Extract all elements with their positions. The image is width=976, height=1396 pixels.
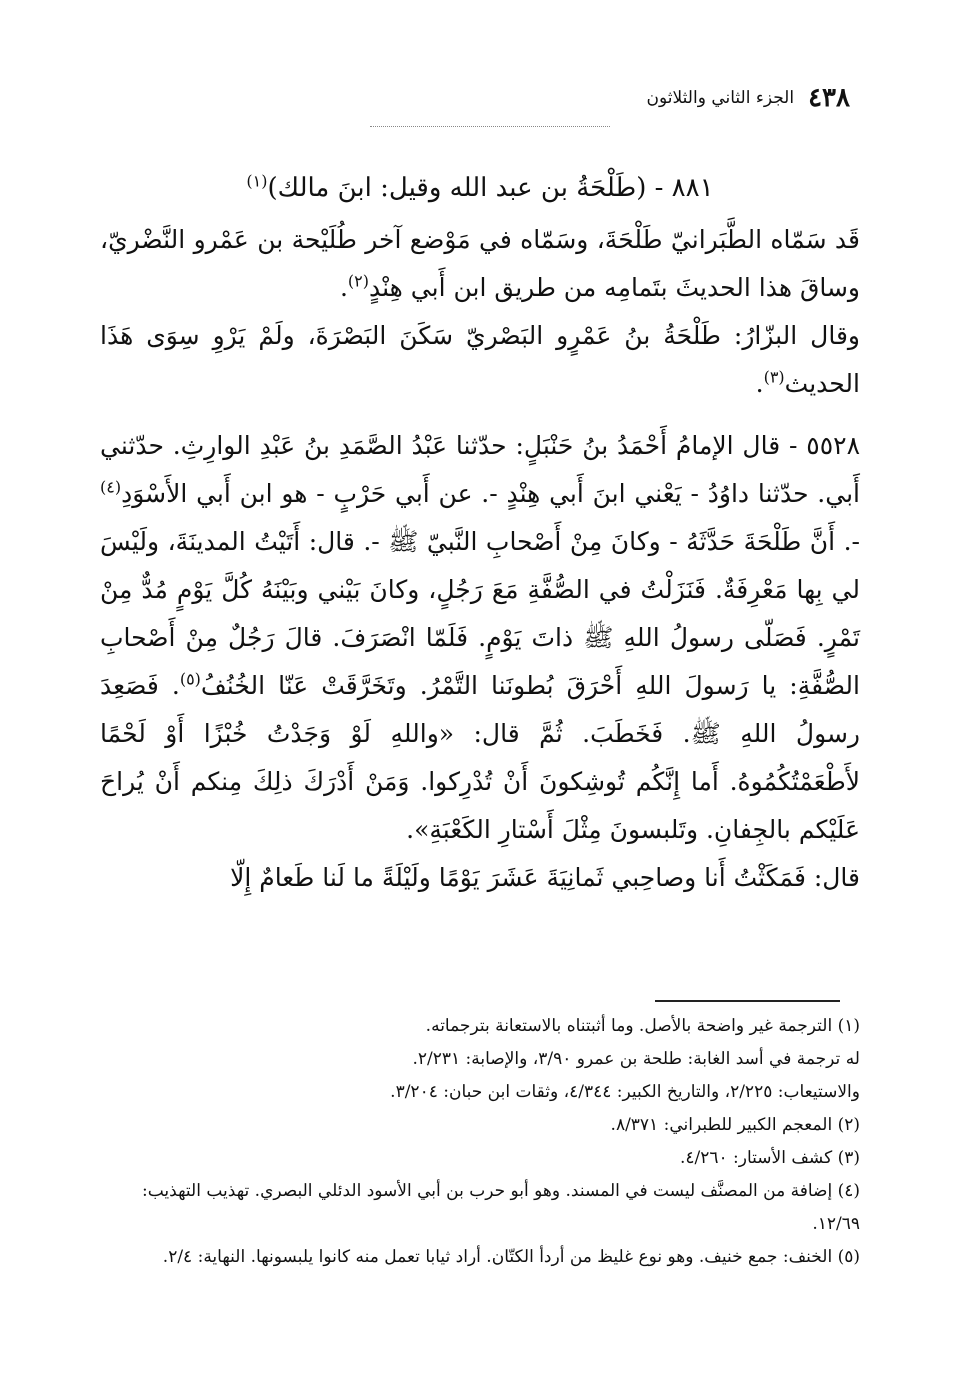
hadith-text-2: . فَصَعِدَ رسولُ اللهِ ﷺ. فَخَطَبَ. ثُمَّ قال: «واللهِ لَوْ وَجَدْتُ خُبْزًا أَوْ لَحْمًا لأَطْعَمْتُكُمُوهُ. أَما إِنَّكُم تُوشِكونَ أَنْ تُدْرِكوا. وَمَنْ أَدْرَكَ ذلِكَ مِنكم أَنْ يُراحَ عَلَيْكم بالجِفانِ. وتَلبسونَ مِثْلَ أَسْتارِ الكَعْبَةِ». xyxy=(100,671,860,844)
entry-heading xyxy=(100,160,860,216)
hadith-text-1: -. أَنَّ طَلْحَةَ حَدَّثَهُ - وكانَ مِنْ أَصْحابِ النَّبيّ ﷺ -. قال: أَتَيْتُ المدينَةَ، ولَيْسَ لي بِها مَعْرِفَةٌ. فَنَزَلْتُ في الصُّفَّةِ مَعَ رَجُلٍ، وكانَ بَيْني وبَيْنَهُ كُلَّ يَوْمٍ مُدٌّ مِنْ تَمْرٍ. فَصَلّى رسولُ اللهِ ﷺ ذاتَ يَوْمٍ. فَلَمّا انْصَرَفَ. قالَ رَجُلٌ مِنْ أَصْحابِ الصُّفَّةِ: يا رَسولَ اللهِ أَحْرَقَ بُطونَنا التَّمْرُ. وتَخَرَّقَتْ عَنّا الخُنُفُ xyxy=(100,527,860,700)
paragraph-1-end: . xyxy=(339,273,348,302)
paragraph-1 xyxy=(100,216,860,312)
header-divider xyxy=(370,126,610,127)
footnote-line: (٥) الخنف: جمع خنيف. وهو نوع غليظ من أردأ الكتّان. أراد ثيابا تعمل منه كانوا يلبسونها. النهاية: ٢/٤. xyxy=(162,1247,860,1267)
footnote-line: (٣) كشف الأستار: ٤/٢٦٠. xyxy=(679,1148,860,1168)
footnote-line: والاستيعاب: ٢/٢٢٥، والتاريخ الكبير: ٤/٣٤٤، وثقات ابن حبان: ٣/٢٠٤. xyxy=(390,1082,860,1102)
hadith-isnad: ٥٥٢٨ - قال الإمامُ أَحْمَدُ بنُ حَنْبَلٍ: حدّثنا عَبْدُ الصَّمَدِ بنُ عَبْدِ الوارِثِ. حدّثني أَبي. حدّثنا داوُدُ - يَعْني ابنَ أَبي هِنْدٍ -. عن أَبي حَرْبٍ - هو ابن أَبي الأَسْوَدِ xyxy=(100,431,860,508)
footnote-line: (٤) إضافة من المصنَّف ليست في المسند. وهو أبو حرب بن أبي الأسود الدئلي البصري. تهذيب التهذيب: ١٢/٦٩. xyxy=(142,1181,860,1234)
paragraph-1-text: قَد سَمّاه الطَّبَرانيّ طَلْحَةَ، وسَمّاه في مَوْضع آخر طُلَيْحة بن عَمْرو النَّضْريّ، وساقَ هذا الحديثَ بتَمامِه من طريق ابن أَبي هِنْدٍ xyxy=(100,225,860,302)
paragraph-2-text: وقال البزّارُ: طَلْحَةُ بنُ عَمْرٍو البَصْريّ سَكَنَ البَصْرَةَ، ولَمْ يَرْوِ سِوَى هَذَا الحديث xyxy=(100,321,860,398)
page-header xyxy=(560,78,850,118)
footnote-ref-3: (٣) xyxy=(763,367,785,387)
footnote-ref-5: (٥) xyxy=(179,669,201,689)
page-number: ٤٣٨ xyxy=(808,83,850,113)
main-text xyxy=(100,160,860,902)
footnote-line: (١) الترجمة غير واضحة بالأصل. وما أثبتناه بالاستعانة بترجماته. xyxy=(425,1016,860,1036)
entry-heading-text: ٨٨١ - (طَلْحَةُ بن عبد الله وقيل: ابنَ مالك) xyxy=(267,173,714,203)
footnote-ref-2: (٢) xyxy=(347,271,369,291)
paragraph-continued xyxy=(100,854,860,902)
footnote-ref-4: (٤) xyxy=(100,477,122,497)
footnotes xyxy=(120,1010,860,1274)
paragraph-2 xyxy=(100,312,860,408)
footnote-line: له ترجمة في أسد الغابة: طلحة بن عمرو ٣/٩٠، والإصابة: ٢/٢٣١. xyxy=(412,1049,860,1069)
footnote-divider xyxy=(655,1000,840,1002)
footnote-line: (٢) المعجم الكبير للطبراني: ٨/٣٧١. xyxy=(610,1115,860,1135)
footnote-ref-1: (١) xyxy=(246,171,268,191)
paragraph-2-end: . xyxy=(755,369,764,398)
paragraph-hadith xyxy=(100,422,860,854)
running-title: الجزء الثاني والثلاثون xyxy=(646,88,795,108)
paragraph-continued-text: قال: فَمَكَثْتُ أَنا وصاحِبي ثَمانِيَةَ عَشَرَ يَوْمًا ولَيْلَةً ما لَنا طَعامٌ إِلّا xyxy=(230,863,860,892)
